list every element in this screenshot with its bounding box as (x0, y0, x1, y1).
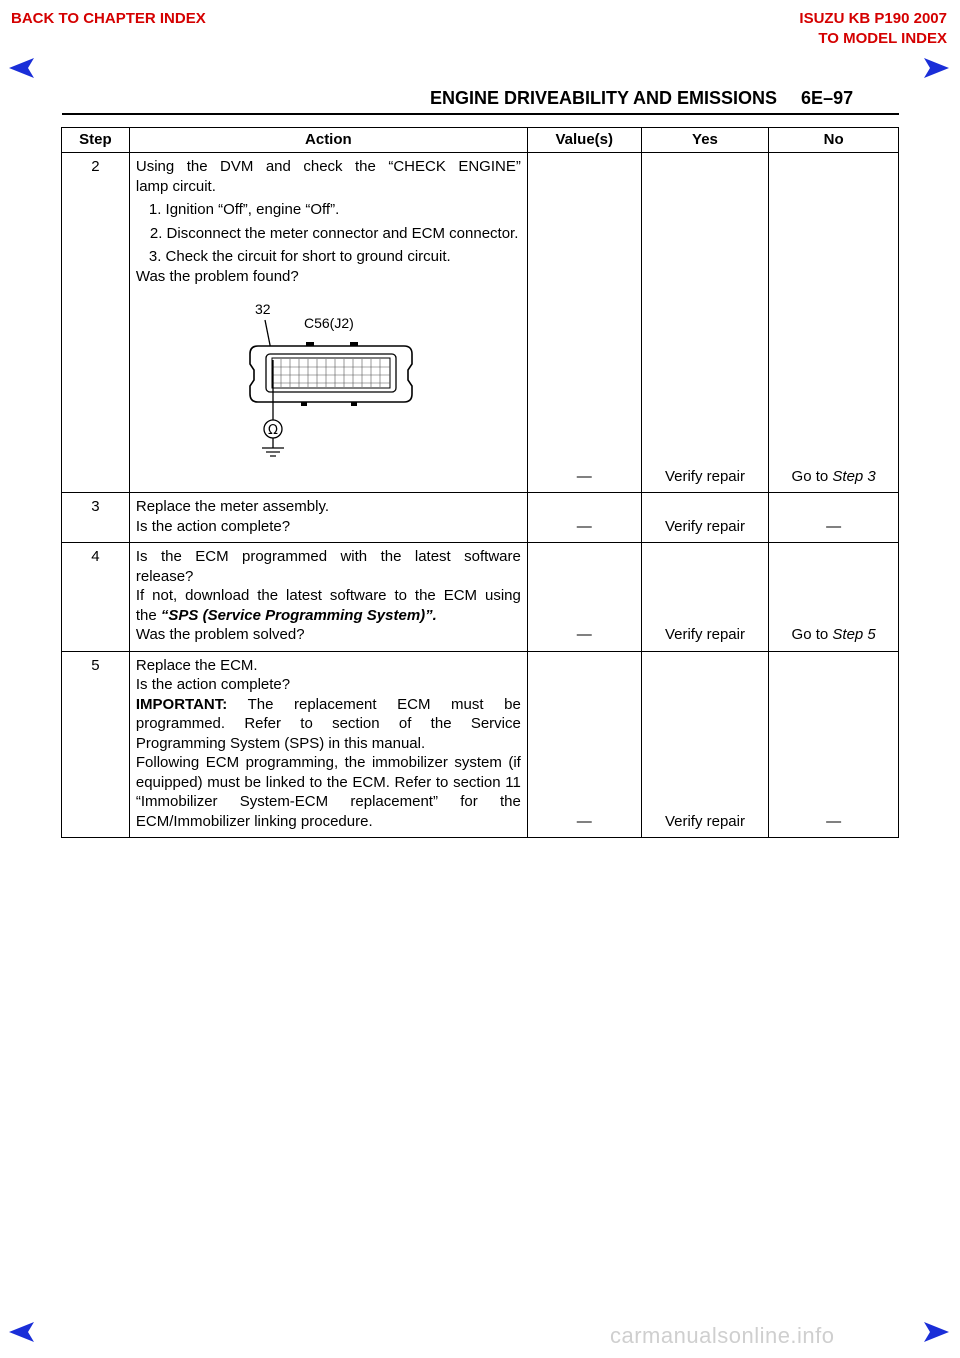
connector-c56-j2-shape (250, 342, 412, 406)
model-index-link[interactable]: TO MODEL INDEX (818, 30, 947, 47)
connector-label: C56(J2) (303, 315, 354, 331)
sps-reference: “SPS (Service Programming System)”. (160, 606, 437, 624)
page-header (430, 88, 853, 109)
table-header-row (62, 128, 899, 153)
action-text: If not, download the latest software to the ECM using (135, 587, 521, 604)
column-header-yes: Yes (641, 128, 769, 153)
action-text: Replace the meter assembly. (135, 498, 329, 515)
table-row-step-2 (62, 153, 899, 493)
column-header-step: Step (62, 128, 130, 153)
important-text: The replacement ECM must be programmed. Refer to section of the Service Programming System (SPS) in this manual. (135, 695, 521, 752)
page-number: 6E–97 (801, 88, 854, 108)
no-cell (769, 153, 899, 493)
header-rule (62, 113, 899, 115)
go-to-text: Go to (791, 626, 833, 643)
yes-cell: Verify repair (641, 543, 769, 652)
no-cell: — (769, 651, 899, 838)
action-text-prefix: the (135, 606, 161, 624)
previous-page-arrow-icon[interactable] (9, 1322, 39, 1342)
value-cell: — (527, 651, 641, 838)
question-text: Is the action complete? (135, 676, 291, 693)
ohm-symbol: Ω (267, 423, 278, 438)
important-note (136, 695, 521, 754)
model-title-link[interactable]: ISUZU KB P190 2007 (799, 10, 947, 27)
step-number: 2 (62, 153, 130, 493)
table-row-step-3 (62, 493, 899, 543)
value-cell: — (527, 493, 641, 543)
column-header-action: Action (129, 128, 527, 153)
question-text: Was the problem solved? (135, 626, 305, 643)
action-intro-cont: lamp circuit. (135, 177, 216, 195)
procedure-item: 1. Ignition “Off”, engine “Off”. (148, 201, 340, 218)
action-cell (129, 153, 527, 493)
watermark: carmanualsonline.info (610, 1323, 835, 1348)
action-cell (129, 651, 527, 838)
pin-number-label: 32 (254, 301, 271, 317)
step-reference: Step 3 (832, 467, 876, 485)
back-to-chapter-index-link[interactable]: BACK TO CHAPTER INDEX (11, 10, 206, 27)
action-intro: Using the DVM and check the “CHECK ENGINE” (135, 158, 521, 175)
next-page-arrow-icon[interactable] (919, 58, 949, 78)
no-cell (769, 543, 899, 652)
diagnostic-table (61, 127, 899, 838)
step-number: 5 (62, 651, 130, 838)
yes-cell: Verify repair (641, 493, 769, 543)
question-text: Was the problem found? (135, 267, 299, 285)
following-note: Following ECM programming, the immobilizer system (if equipped) must be linked to the ECM. Refer to section 11 “Immobilizer System-ECM replacement” for the ECM/Immobilizer linking procedure. (135, 754, 521, 830)
procedure-item: 2. Disconnect the meter connector and ECM connector. (149, 224, 519, 242)
important-label: IMPORTANT: (135, 695, 228, 713)
action-text-cont: release? (135, 567, 194, 585)
previous-page-arrow-icon[interactable] (9, 58, 39, 78)
table-row-step-5 (62, 651, 899, 838)
column-header-no: No (769, 128, 899, 153)
ground-icon (262, 448, 284, 456)
go-to-text: Go to (791, 467, 833, 485)
table-row-step-4 (62, 543, 899, 652)
no-cell: — (769, 493, 899, 543)
action-text: Is the ECM programmed with the latest software (135, 548, 521, 565)
yes-cell: Verify repair (641, 651, 769, 838)
connector-diagram (136, 288, 520, 463)
action-cell (129, 543, 527, 652)
action-text: Replace the ECM. (135, 656, 258, 674)
column-header-values: Value(s) (527, 128, 641, 153)
question-text: Is the action complete? (135, 517, 291, 535)
step-number: 4 (62, 543, 130, 652)
section-title: ENGINE DRIVEABILITY AND EMISSIONS (430, 88, 778, 108)
step-reference: Step 5 (832, 626, 876, 643)
procedure-item: 3. Check the circuit for short to ground circuit. (148, 248, 451, 265)
yes-cell: Verify repair (641, 153, 769, 493)
next-page-arrow-icon[interactable] (919, 1322, 949, 1342)
step-number: 3 (62, 493, 130, 543)
value-cell: — (527, 543, 641, 652)
value-cell: — (527, 153, 641, 493)
action-cell (129, 493, 527, 543)
action-text-cont (136, 606, 521, 626)
